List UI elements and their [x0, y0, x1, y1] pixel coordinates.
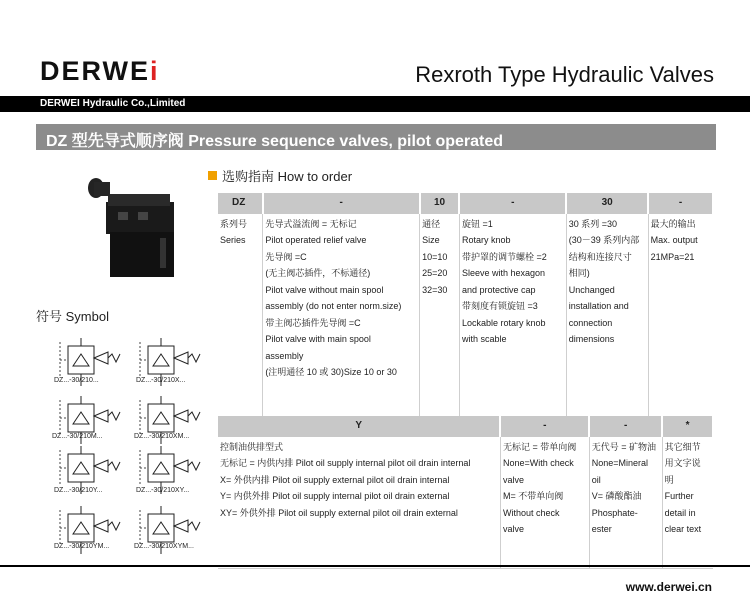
symbol-caption: DZ...-30/210YM... — [54, 543, 110, 550]
cell-line: 32=30 — [422, 284, 448, 295]
pilot-oil-table — [218, 416, 714, 569]
cell-line: 通径 — [422, 218, 441, 229]
cell-line: 无标记 = 内供内排 Pilot oil supply internal pilot oil drain internal — [220, 458, 471, 468]
cell-line: Max. output — [650, 235, 698, 245]
cell-line: assembly — [265, 350, 304, 361]
cell-line: 10=10 — [422, 251, 448, 262]
symbol-caption: DZ...-30/210M... — [52, 433, 103, 440]
cell-line: 无代号 = 矿物油 — [591, 441, 656, 452]
size-cell — [420, 214, 460, 419]
cell-line: 旋钮 =1 — [461, 218, 493, 229]
cell-line: 其它细节 — [664, 441, 701, 452]
cell-line: M= 不带单向阀 — [502, 491, 564, 501]
table-header-row: Y - - * — [218, 416, 713, 437]
symbol-caption: DZ...-30/210XM... — [134, 433, 190, 440]
table-row — [218, 437, 713, 569]
cell-line: Unchanged — [568, 284, 615, 295]
cell-line: detail in — [664, 507, 696, 518]
company-bar — [0, 96, 750, 112]
cell-line: 带刻度有锁旋钮 =3 — [461, 301, 538, 311]
type-cell — [263, 214, 420, 419]
symbol-caption: DZ...-30/210XY... — [136, 487, 190, 494]
table-header-row: DZ - 10 - 30 - — [218, 193, 713, 214]
cell-line: Size — [422, 235, 440, 245]
cell-line: 用文字说 — [664, 458, 701, 468]
symbol-caption: DZ...-30/210XYM... — [134, 543, 194, 550]
order-code-table — [218, 193, 714, 419]
cell-line: oil — [591, 474, 601, 485]
cell-line: None=With check — [502, 458, 574, 468]
cell-line: 先导阀 =C — [265, 251, 307, 262]
symbol-label: 符号 Symbol — [36, 309, 109, 324]
cell-line: Series — [220, 235, 246, 245]
section-title: DZ 型先导式顺序阀 Pressure sequence valves, pilot operated — [46, 133, 504, 150]
symbol-caption: DZ...-30/210... — [54, 377, 99, 384]
further-detail-cell — [662, 437, 713, 569]
bullet-square-icon — [208, 171, 217, 180]
cell-line: assembly (do not enter norm.size) — [265, 301, 402, 311]
cell-line: with scable — [461, 334, 507, 344]
valve-product-image — [78, 172, 188, 282]
adjustment-cell — [459, 214, 566, 419]
seal-material-cell — [589, 437, 662, 569]
symbol-caption: DZ...-30/210X... — [136, 377, 186, 384]
cell-line: None=Mineral — [591, 458, 649, 468]
section-header — [36, 124, 716, 150]
cell-line: V= 磷酸酯油 — [591, 491, 642, 501]
cell-line: clear text — [664, 524, 702, 534]
company-logo: DERWEi — [40, 56, 160, 86]
cell-line: XY= 外供外排 Pilot oil supply external pilot oil drain external — [220, 507, 458, 518]
company-name: DERWEI Hydraulic Co.,Limited — [40, 98, 186, 109]
cell-line: Phosphate- — [591, 507, 638, 518]
cell-line: and protective cap — [461, 284, 536, 295]
cell-line: 无标记 = 带单向阀 — [502, 441, 577, 452]
cell-line: Rotary knob — [461, 235, 511, 245]
cell-line: 先导式溢流阀 = 无标记 — [265, 218, 357, 229]
cell-line: 明 — [664, 474, 674, 485]
check-valve-cell — [500, 437, 589, 569]
cell-line: connection — [568, 317, 613, 328]
cell-line: 带主阀芯插件先导阀 =C — [265, 317, 361, 328]
cell-line: 30 系列 =30 — [568, 218, 617, 229]
cell-line: (30－39 系列内部 — [568, 235, 640, 245]
cell-line: Sleeve with hexagon — [461, 268, 546, 278]
cell-line: installation and — [568, 301, 629, 311]
how-to-order-heading: 选购指南 How to order — [208, 166, 352, 185]
cell-line: (无主阀芯插件，不标通径) — [265, 268, 371, 278]
cell-line: 25=20 — [422, 268, 448, 278]
cell-line: Y= 内供外排 Pilot oil supply internal pilot oil drain external — [220, 491, 450, 501]
table-row — [218, 214, 713, 419]
cell-line: ester — [591, 524, 612, 534]
document-title: Rexroth Type Hydraulic Valves — [415, 62, 714, 87]
cell-line: 21MPa=21 — [650, 251, 695, 262]
cell-line: (注明通径 10 或 30)Size 10 or 30 — [265, 367, 397, 377]
series-number-cell — [566, 214, 648, 419]
pilot-oil-cell — [218, 437, 500, 569]
cell-line: 带护罩的调节螺栓 =2 — [461, 251, 547, 262]
cell-line: Further — [664, 491, 694, 501]
footer-divider — [0, 565, 750, 567]
symbol-caption: DZ...-30/210Y... — [54, 487, 103, 494]
cell-line: 相同) — [568, 268, 590, 278]
series-cell — [218, 214, 263, 419]
cell-line: Pilot valve without main spool — [265, 284, 384, 295]
cell-line: 系列号 — [220, 218, 248, 229]
cell-line: Pilot operated relief valve — [265, 235, 367, 245]
max-output-cell — [648, 214, 713, 419]
cell-line: dimensions — [568, 334, 615, 344]
cell-line: Lockable rotary knob — [461, 317, 546, 328]
cell-line: 控制油供排型式 — [220, 441, 284, 452]
cell-line: Without check — [502, 507, 560, 518]
cell-line: 最大的输出 — [650, 218, 696, 229]
cell-line: 结构和连接尺寸 — [568, 251, 632, 262]
website-url: www.derwei.cn — [625, 580, 712, 594]
cell-line: valve — [502, 474, 524, 485]
cell-line: Pilot valve with main spool — [265, 334, 371, 344]
cell-line: valve — [502, 524, 524, 534]
cell-line: X= 外供内排 Pilot oil supply external pilot oil drain internal — [220, 474, 450, 485]
